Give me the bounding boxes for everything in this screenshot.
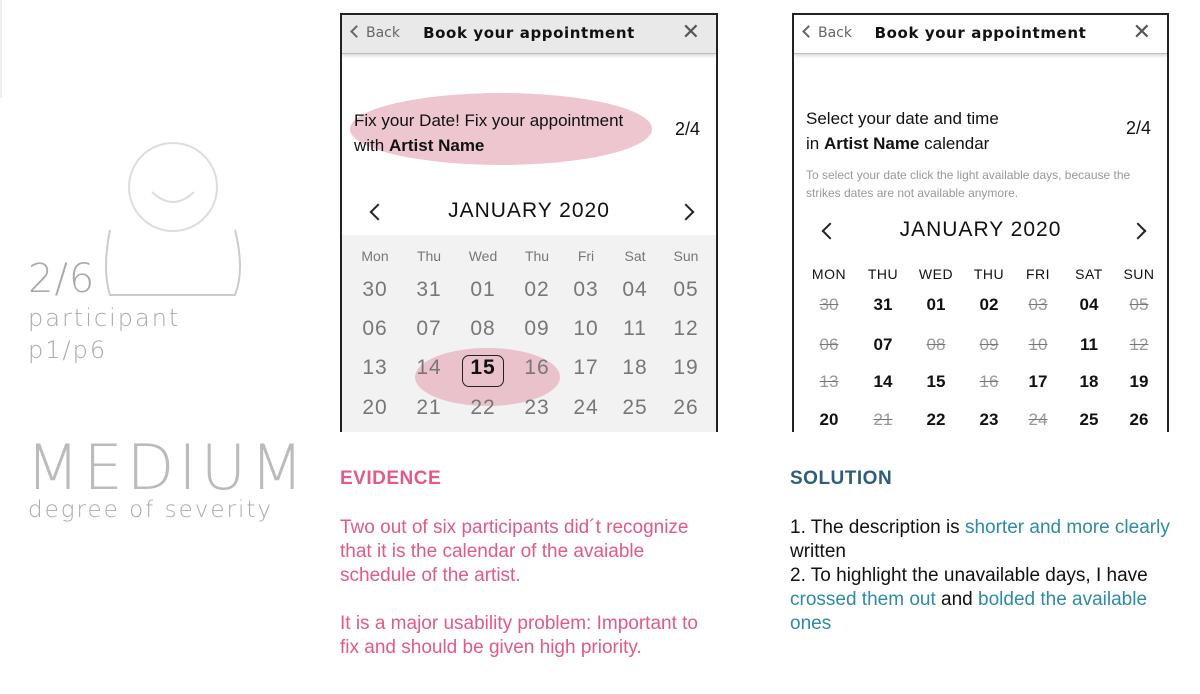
calendar-day-unavailable: 13 xyxy=(819,372,839,391)
calendar-day[interactable]: 21 xyxy=(416,396,442,419)
solution-highlight: bolded the available ones xyxy=(790,589,1148,634)
phone-mockup-after xyxy=(792,13,1169,432)
day-header: Wed xyxy=(468,248,498,264)
day-header: Sun xyxy=(673,248,699,264)
calendar-day-available[interactable]: 25 xyxy=(1079,410,1099,429)
intro-text xyxy=(354,108,644,158)
calendar-day[interactable]: 19 xyxy=(673,356,699,379)
solution-highlight: crossed them out xyxy=(790,589,936,610)
solution-text: written xyxy=(790,541,846,562)
calendar-day-selected[interactable]: 15 xyxy=(470,356,496,379)
evidence-paragraph-1: Two out of six participants did´t recognize that it is the calendar of the avaiable schedule of the artist. xyxy=(340,517,689,586)
calendar-day-available[interactable]: 04 xyxy=(1079,295,1099,314)
calendar-day-available[interactable]: 01 xyxy=(926,295,946,314)
calendar-day-available[interactable]: 23 xyxy=(979,410,999,429)
calendar-day-unavailable: 03 xyxy=(1028,295,1048,314)
evidence-title: EVIDENCE xyxy=(340,468,442,489)
calendar-day[interactable]: 05 xyxy=(673,278,699,301)
calendar-day[interactable]: 07 xyxy=(416,317,442,340)
calendar-day[interactable]: 31 xyxy=(416,278,442,301)
calendar-day[interactable]: 20 xyxy=(362,396,388,419)
calendar-day[interactable]: 30 xyxy=(362,278,388,301)
solution-body xyxy=(790,516,1170,636)
intro-prefix: in xyxy=(806,134,824,153)
intro-text xyxy=(806,106,1106,156)
calendar-day-available[interactable]: 31 xyxy=(873,295,893,314)
day-header: MON xyxy=(811,266,847,282)
calendar-day[interactable]: 24 xyxy=(573,396,599,419)
calendar-day-available[interactable]: 14 xyxy=(873,372,893,391)
user-avatar-icon xyxy=(100,140,245,300)
day-header: FRI xyxy=(1025,266,1051,282)
intro-line2 xyxy=(806,131,1106,156)
day-header: SAT xyxy=(1075,266,1103,282)
close-icon[interactable]: ✕ xyxy=(1132,20,1151,45)
calendar-day-available[interactable]: 19 xyxy=(1129,372,1149,391)
step-indicator: 2/4 xyxy=(675,119,701,139)
calendar-day[interactable]: 06 xyxy=(362,317,388,340)
calendar-day-available[interactable]: 18 xyxy=(1079,372,1099,391)
calendar-day[interactable]: 23 xyxy=(524,396,550,419)
calendar-day-unavailable: 21 xyxy=(873,410,893,429)
intro-suffix: calendar xyxy=(919,134,990,153)
calendar-day-unavailable: 16 xyxy=(979,372,999,391)
calendar-day-available[interactable]: 26 xyxy=(1129,410,1149,429)
day-header: Thu xyxy=(524,248,550,264)
severity-description: degree of severity xyxy=(28,497,273,523)
day-header: Mon xyxy=(361,248,389,264)
calendar-day-available[interactable]: 02 xyxy=(979,295,999,314)
calendar-day[interactable]: 09 xyxy=(524,317,550,340)
solution-item-2 xyxy=(790,564,1170,636)
participant-label-block xyxy=(28,302,180,366)
solution-item-1 xyxy=(790,516,1170,564)
calendar-day[interactable]: 10 xyxy=(573,317,599,340)
calendar-day[interactable]: 16 xyxy=(524,356,550,379)
app-header xyxy=(794,15,1167,54)
calendar-day[interactable]: 13 xyxy=(362,356,388,379)
evidence-paragraph-2: It is a major usability problem: Important to fix and should be given high priority. xyxy=(340,613,698,658)
calendar-day[interactable]: 01 xyxy=(470,278,496,301)
participant-ids: p1/p6 xyxy=(28,336,108,364)
step-indicator: 2/4 xyxy=(1126,118,1152,138)
calendar-day[interactable]: 03 xyxy=(573,278,599,301)
month-label: JANUARY 2020 xyxy=(448,199,610,222)
calendar-day-available[interactable]: 15 xyxy=(926,372,946,391)
phone-mockup-before xyxy=(340,13,718,432)
solution-text: and xyxy=(935,589,979,610)
participant-count: 2/6 xyxy=(28,256,96,302)
calendar-day-available[interactable]: 17 xyxy=(1028,372,1048,391)
back-label: Back xyxy=(366,25,400,41)
calendar-day[interactable]: 14 xyxy=(416,356,442,379)
solution-title: SOLUTION xyxy=(790,468,893,489)
calendar-day[interactable]: 26 xyxy=(673,396,699,419)
calendar-day-unavailable: 08 xyxy=(926,335,946,354)
calendar-day-unavailable: 10 xyxy=(1028,335,1048,354)
intro-line1: Select your date and time xyxy=(806,109,999,128)
calendar-day-unavailable: 24 xyxy=(1028,410,1048,429)
solution-text: 1. The description is xyxy=(790,517,965,538)
back-label: Back xyxy=(818,25,852,41)
evidence-body xyxy=(340,516,700,684)
severity-level: MEDIUM xyxy=(26,431,308,504)
solution-text: 2. To highlight the unavailable days, I have xyxy=(790,565,1148,586)
calendar-day[interactable]: 18 xyxy=(622,356,648,379)
month-label: JANUARY 2020 xyxy=(899,218,1062,241)
day-header: THU xyxy=(867,266,899,282)
calendar-day[interactable]: 08 xyxy=(470,317,496,340)
header-title: Book your appointment xyxy=(874,24,1087,42)
participant-label: participant xyxy=(28,304,181,332)
artist-name: Artist Name xyxy=(388,136,485,155)
day-header: Sat xyxy=(624,248,646,264)
solution-highlight: shorter and more clearly xyxy=(964,517,1170,538)
calendar-day[interactable]: 12 xyxy=(673,317,699,340)
app-header xyxy=(342,15,716,54)
calendar-day-unavailable: 06 xyxy=(819,335,839,354)
calendar-day[interactable]: 17 xyxy=(573,356,599,379)
calendar-day[interactable]: 04 xyxy=(622,278,648,301)
day-header: THU xyxy=(973,266,1005,282)
calendar-day-available[interactable]: 20 xyxy=(819,410,839,429)
instruction-hint: To select your date click the light available days, because the strikes dates are not available anymore. xyxy=(806,168,1131,200)
day-header: SUN xyxy=(1123,266,1155,282)
calendar-day-available[interactable]: 11 xyxy=(1080,335,1098,354)
calendar-day-available[interactable]: 07 xyxy=(873,335,893,354)
close-icon[interactable]: ✕ xyxy=(681,20,700,45)
calendar-day-unavailable: 12 xyxy=(1129,335,1149,354)
calendar-day-available[interactable]: 22 xyxy=(926,410,946,429)
calendar-day[interactable]: 25 xyxy=(622,396,648,419)
calendar-day-unavailable: 09 xyxy=(979,335,999,354)
calendar-day-unavailable: 05 xyxy=(1129,295,1149,314)
calendar-day[interactable]: 22 xyxy=(470,396,496,419)
artist-name: Artist Name xyxy=(823,134,920,153)
header-title: Book your appointment xyxy=(423,24,635,42)
calendar-day[interactable]: 11 xyxy=(623,317,647,340)
day-header: Fri xyxy=(577,248,595,264)
calendar-day[interactable]: 02 xyxy=(524,278,550,301)
calendar-day-unavailable: 30 xyxy=(819,295,839,314)
left-edge-bar xyxy=(0,0,2,98)
intro-plain: Fix your Date! Fix your appointment with xyxy=(354,111,624,155)
day-header: WED xyxy=(918,266,954,282)
day-header: Thu xyxy=(416,248,442,264)
